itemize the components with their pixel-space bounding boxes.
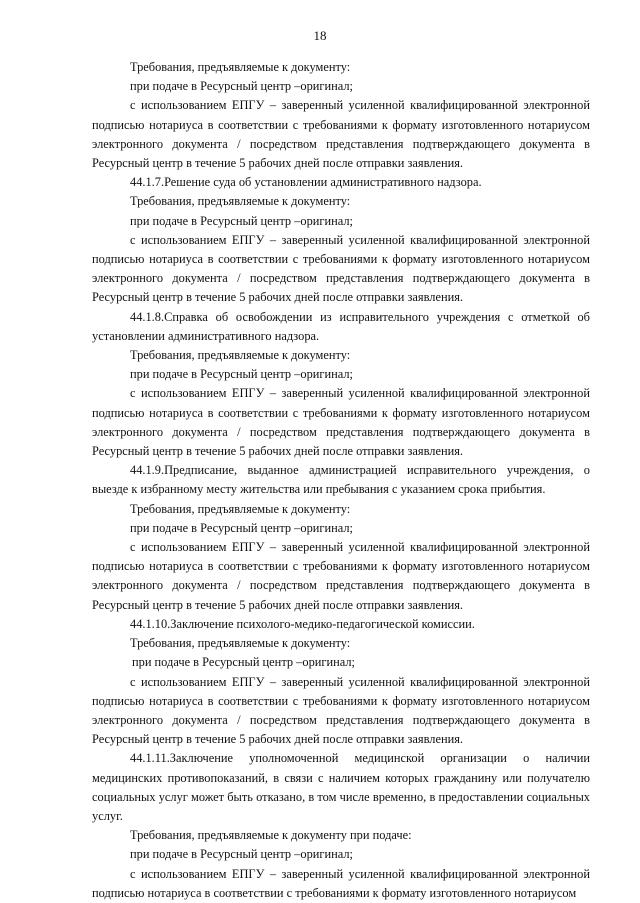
paragraph: с использованием ЕПГУ – заверенный усиленной квалифицированной электронной подписью нотариуса в соответствии с требованиями к формату изготовленного нотариусом электронного документа / посредством представления подтверждающего документа в Ресурсный центр в течение 5 рабочих дней после отправки заявления. [92,386,590,459]
paragraph: с использованием ЕПГУ – заверенный усиленной квалифицированной электронной подписью нотариуса в соответствии с требованиями к формату изготовленного нотариусом электронного документа / посредством представления подтверждающего документа в Ресурсный центр в течение 5 рабочих дней после отправки заявления. [92,98,590,171]
page-number: 18 [313,28,327,43]
section-heading: 44.1.8.Справка об освобождении из исправительного учреждения с отметкой об установлении административного надзора. [92,309,590,343]
section-heading: 44.1.7.Решение суда об установлении административного надзора. [130,175,482,190]
paragraph: Требования, предъявляемые к документу: [130,194,351,209]
paragraph: при подаче в Ресурсный центр –оригинал; [132,655,355,670]
paragraph: Требования, предъявляемые к документу: [130,60,351,74]
section-heading: 44.1.9.Предписание, выданное администрацией исправительного учреждения, о выезде к избранному месту жительства или пребывания с указанием срока прибытия. [92,463,590,497]
paragraph: при подаче в Ресурсный центр –оригинал; [130,213,353,228]
document-body [92,58,590,903]
paragraph: с использованием ЕПГУ – заверенный усиленной квалифицированной электронной подписью нотариуса в соответствии с требованиями к формату изготовленного нотариусом электронного документа / посредством представления подтверждающего документа в Ресурсный центр в течение 5 рабочих дней после отправки заявления. [92,674,590,747]
paragraph: Требования, предъявляемые к документу: [130,636,351,651]
paragraph: Требования, предъявляемые к документу при подаче: [130,828,412,843]
paragraph: Требования, предъявляемые к документу: [130,348,351,363]
section-heading: 44.1.11.Заключение уполномоченной медицинской организации о наличии медицинских противопоказаний, в связи с наличием которых гражданину или получателю социальных услуг может быть отказано, в том числе временно, в предоставлении социальных услуг. [92,751,590,823]
paragraph: Требования, предъявляемые к документу: [130,501,351,516]
paragraph: при подаче в Ресурсный центр –оригинал; [130,79,353,94]
paragraph: при подаче в Ресурсный центр –оригинал; [130,847,353,862]
paragraph: с использованием ЕПГУ – заверенный усиленной квалифицированной электронной подписью нотариуса в соответствии с требованиями к формату изготовленного нотариусом электронного документа / посредством представления подтверждающего документа в Ресурсный центр в течение 5 рабочих дней после отправки заявления. [92,540,590,612]
section-heading: 44.1.10.Заключение психолого-медико-педагогической комиссии. [130,616,475,631]
paragraph: при подаче в Ресурсный центр –оригинал; [130,520,353,535]
paragraph: при подаче в Ресурсный центр –оригинал; [130,367,353,382]
paragraph: с использованием ЕПГУ – заверенный усиленной квалифицированной электронной подписью нотариуса в соответствии с требованиями к формату изготовленного нотариусом [92,866,590,900]
paragraph: с использованием ЕПГУ – заверенный усиленной квалифицированной электронной подписью нотариуса в соответствии с требованиями к формату изготовленного нотариусом электронного документа / посредством представления подтверждающего документа в Ресурсный центр в течение 5 рабочих дней после отправки заявления. [92,232,590,305]
